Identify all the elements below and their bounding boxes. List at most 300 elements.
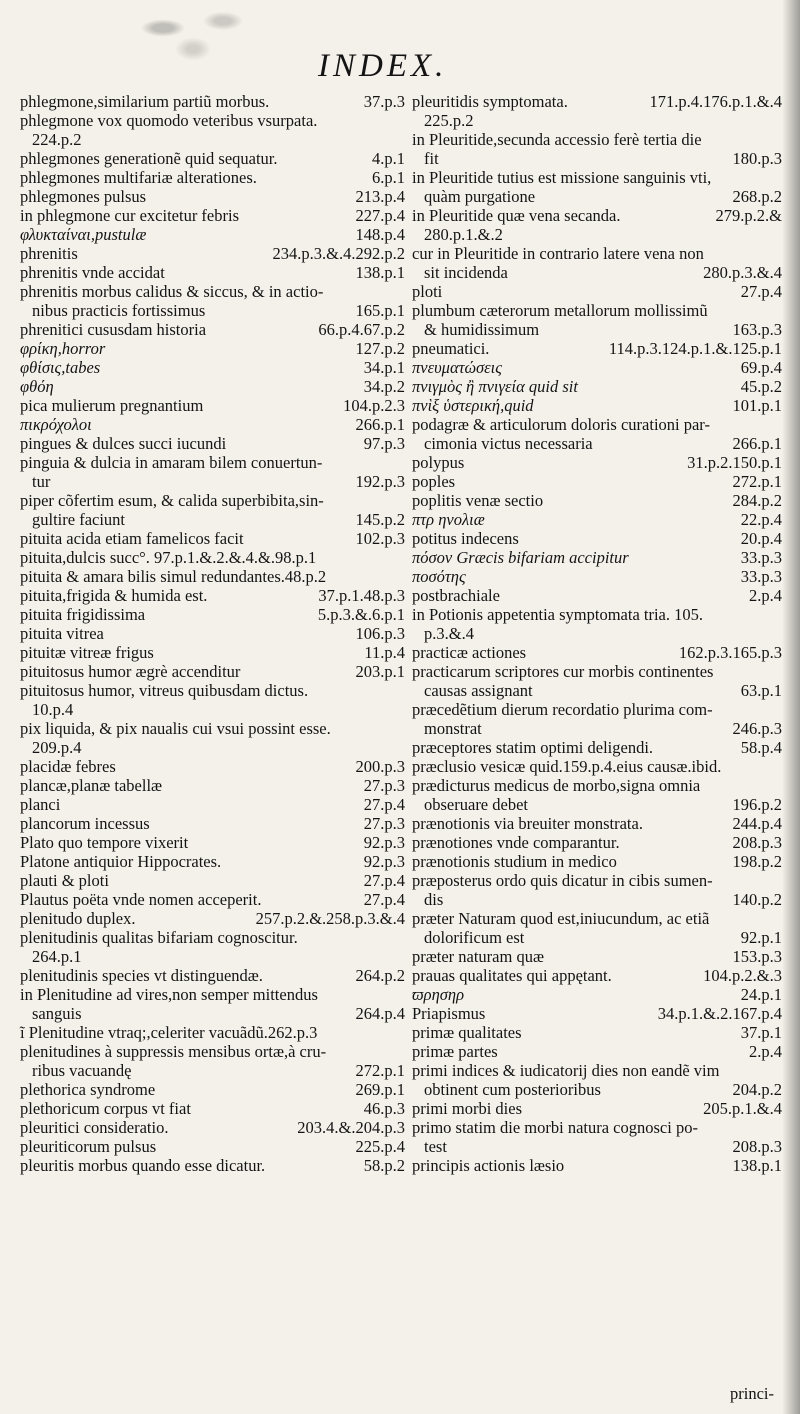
- page-reference: 102.p.3: [355, 529, 405, 548]
- page-reference: 148.p.4: [355, 225, 405, 244]
- index-entry: [412, 776, 782, 795]
- index-entry: [20, 92, 405, 111]
- page-reference: 101.p.1: [732, 396, 782, 415]
- entry-text: φθίσις,tabes: [20, 358, 101, 377]
- index-entry: [20, 301, 405, 320]
- entry-text: plancæ,planæ tabellæ: [20, 776, 163, 795]
- entry-text: phrenitis vnde accidat: [20, 263, 165, 282]
- page-reference: 37.p.1.48.p.3: [318, 586, 405, 605]
- index-entry: [412, 852, 782, 871]
- index-entry: [20, 985, 405, 1004]
- page-reference: 24.p.1: [740, 985, 782, 1004]
- entry-text: plenitudo duplex.: [20, 909, 136, 928]
- page-reference: 192.p.3: [355, 472, 405, 491]
- index-entry: [412, 187, 782, 206]
- page-reference: 246.p.3: [732, 719, 782, 738]
- index-entry: [412, 643, 782, 662]
- index-entry: [20, 700, 405, 719]
- entry-text: primi indices & iudicatorij dies non eandẽ vim: [412, 1061, 720, 1080]
- index-entry: [412, 339, 782, 358]
- index-entry: [412, 434, 782, 453]
- page-reference: 34.p.2: [363, 377, 405, 396]
- page-reference: 114.p.3.124.p.1.&.125.p.1: [608, 339, 782, 358]
- page-reference: 268.p.2: [732, 187, 782, 206]
- index-entry: [412, 377, 782, 396]
- index-entry: [20, 1023, 405, 1042]
- entry-text: plenitudines à suppressis mensibus ortæ,à cru-: [20, 1042, 327, 1061]
- entry-text: plenitudinis species vt distinguendæ.: [20, 966, 263, 985]
- page-reference: 234.p.3.&.4.292.p.2: [272, 244, 405, 263]
- page-reference: 92.p.3: [363, 852, 405, 871]
- index-entry: [20, 187, 405, 206]
- page-reference: 4.p.1: [372, 149, 405, 168]
- entry-text: pituita,frigida & humida est.: [20, 586, 208, 605]
- catchword: princi-: [730, 1384, 774, 1403]
- entry-text: phlegmones multifariæ alterationes.: [20, 168, 257, 187]
- page-reference: 33.p.3: [740, 567, 782, 586]
- page-reference: 27.p.4: [740, 282, 782, 301]
- entry-text: phlegmone,similarium partiũ morbus.: [20, 92, 270, 111]
- entry-text: 10.p.4: [32, 700, 74, 719]
- index-entry: [20, 605, 405, 624]
- entry-text: pleuritis morbus quando esse dicatur.: [20, 1156, 266, 1175]
- index-entry: [20, 320, 405, 339]
- page-reference: 138.p.1: [732, 1156, 782, 1175]
- entry-text: pinguia & dulcia in amaram bilem conuertun-: [20, 453, 323, 472]
- page-reference: 27.p.4: [363, 795, 405, 814]
- running-head: INDEX.: [318, 48, 448, 84]
- page-reference: 37.p.3: [363, 92, 405, 111]
- page-reference: 33.p.3: [740, 548, 782, 567]
- page-reference: 280.p.3.&.4: [703, 263, 782, 282]
- entry-text: 209.p.4: [32, 738, 82, 757]
- entry-text: pneumatici.: [412, 339, 490, 358]
- entry-text: polypus: [412, 453, 465, 472]
- entry-text: placidæ febres: [20, 757, 116, 776]
- page-reference: 266.p.1: [355, 415, 405, 434]
- index-entry: [20, 415, 405, 434]
- index-entry: [412, 263, 782, 282]
- index-entry: [412, 1080, 782, 1099]
- index-entry: [412, 871, 782, 890]
- page-reference: 2.p.4: [749, 1042, 782, 1061]
- page-reference: 66.p.4.67.p.2: [318, 320, 405, 339]
- entry-text: plethorica syndrome: [20, 1080, 156, 1099]
- index-entry: [412, 586, 782, 605]
- entry-text: primæ qualitates: [412, 1023, 522, 1042]
- index-entry: [20, 928, 405, 947]
- entry-text: plancorum incessus: [20, 814, 150, 833]
- entry-text: in Potionis appetentia symptomata tria. 105.: [412, 605, 703, 624]
- index-entry: [412, 719, 782, 738]
- entry-text: ribus vacuandę: [32, 1061, 132, 1080]
- page-reference: 138.p.1: [355, 263, 405, 282]
- entry-text: ποσότης: [412, 567, 466, 586]
- index-entry: [412, 415, 782, 434]
- entry-text: dis: [424, 890, 444, 909]
- index-entry: [412, 947, 782, 966]
- index-entry: [412, 1004, 782, 1023]
- entry-text: pituitosus humor ægrè accenditur: [20, 662, 241, 681]
- page-reference: 244.p.4: [732, 814, 782, 833]
- entry-text: causas assignant: [424, 681, 533, 700]
- entry-text: plethoricum corpus vt fiat: [20, 1099, 191, 1118]
- page-reference: 203.p.1: [355, 662, 405, 681]
- page-reference: 20.p.4: [740, 529, 782, 548]
- entry-text: ϖρησηρ: [412, 985, 464, 1004]
- entry-text: ĩ Plenitudine vtraq;,celeriter vacuãdũ.262.p.3: [20, 1023, 318, 1042]
- entry-text: podagræ & articulorum doloris curationi par-: [412, 415, 710, 434]
- entry-text: sanguis: [32, 1004, 82, 1023]
- index-entry: [20, 871, 405, 890]
- entry-text: præclusio vesicæ quid.159.p.4.eius causæ.ibid.: [412, 757, 722, 776]
- entry-text: phrenitis morbus calidus & siccus, & in actio-: [20, 282, 324, 301]
- index-entry: [412, 510, 782, 529]
- index-entry: [412, 757, 782, 776]
- index-entry: [412, 149, 782, 168]
- entry-text: præposterus ordo quis dicatur in cibis sumen-: [412, 871, 713, 890]
- index-entry: [20, 681, 405, 700]
- index-entry: [20, 1061, 405, 1080]
- page-reference: 171.p.4.176.p.1.&.4: [649, 92, 782, 111]
- page-reference: 97.p.3: [363, 434, 405, 453]
- index-entry: [20, 1156, 405, 1175]
- page-reference: 227.p.4: [355, 206, 405, 225]
- entry-text: gultire faciunt: [32, 510, 126, 529]
- index-entry: [20, 567, 405, 586]
- index-entry: [20, 168, 405, 187]
- index-entry: [412, 225, 782, 244]
- entry-text: 280.p.1.&.2: [424, 225, 503, 244]
- entry-text: Priapismus: [412, 1004, 486, 1023]
- entry-text: obtinent cum posterioribus: [424, 1080, 601, 1099]
- index-entry: [412, 605, 782, 624]
- entry-text: prænotionis studium in medico: [412, 852, 617, 871]
- index-entry: [412, 567, 782, 586]
- index-entry: [20, 966, 405, 985]
- index-entry: [20, 890, 405, 909]
- index-entry: [20, 244, 405, 263]
- index-entry: [20, 909, 405, 928]
- index-entry: [412, 453, 782, 472]
- entry-text: 264.p.1: [32, 947, 82, 966]
- index-entry: [412, 928, 782, 947]
- index-entry: [412, 985, 782, 1004]
- page-reference: 196.p.2: [732, 795, 782, 814]
- page-reference: 5.p.3.&.6.p.1: [317, 605, 405, 624]
- index-entry: [20, 130, 405, 149]
- page-reference: 272.p.1: [355, 1061, 405, 1080]
- page-reference: 106.p.3: [355, 624, 405, 643]
- index-entry: [412, 1023, 782, 1042]
- index-entry: [20, 738, 405, 757]
- entry-text: pituita,dulcis succ°. 97.p.1.&.2.&.4.&.98.p.1: [20, 548, 317, 567]
- index-entry: [412, 529, 782, 548]
- entry-text: pituitosus humor, vitreus quibusdam dictus.: [20, 681, 309, 700]
- index-entry: [412, 111, 782, 130]
- page-reference: 63.p.1: [740, 681, 782, 700]
- page-reference: 37.p.1: [740, 1023, 782, 1042]
- index-entry: [412, 548, 782, 567]
- page-reference: 27.p.4: [363, 890, 405, 909]
- page-reference: 69.p.4: [740, 358, 782, 377]
- index-entry: [20, 149, 405, 168]
- entry-text: in phlegmone cur excitetur febris: [20, 206, 240, 225]
- entry-text: practicæ actiones: [412, 643, 527, 662]
- index-entry: [412, 681, 782, 700]
- entry-text: plauti & ploti: [20, 871, 109, 890]
- page-reference: 225.p.4: [355, 1137, 405, 1156]
- page-reference: 205.p.1.&.4: [703, 1099, 782, 1118]
- entry-text: primi morbi dies: [412, 1099, 522, 1118]
- entry-text: πνὶξ ὑστερική,quid: [412, 396, 534, 415]
- index-entry: [412, 909, 782, 928]
- entry-text: test: [424, 1137, 447, 1156]
- entry-text: monstrat: [424, 719, 482, 738]
- entry-text: præceptores statim optimi deligendi.: [412, 738, 654, 757]
- entry-text: pleuritidis symptomata.: [412, 92, 568, 111]
- index-entry: [412, 966, 782, 985]
- page-reference: 264.p.2: [355, 966, 405, 985]
- entry-text: φθόη: [20, 377, 54, 396]
- index-entry: [20, 206, 405, 225]
- page-reference: 269.p.1: [355, 1080, 405, 1099]
- entry-text: primæ partes: [412, 1042, 498, 1061]
- page-reference: 22.p.4: [740, 510, 782, 529]
- index-entry: [20, 852, 405, 871]
- entry-text: fit: [424, 149, 439, 168]
- page-reference: 180.p.3: [732, 149, 782, 168]
- page-reference: 31.p.2.150.p.1: [687, 453, 782, 472]
- entry-text: φλυκταίναι,pustulæ: [20, 225, 147, 244]
- index-entry: [20, 548, 405, 567]
- index-entry: [20, 263, 405, 282]
- entry-text: & humidissimum: [424, 320, 540, 339]
- entry-text: pituitæ vitreæ frigus: [20, 643, 154, 662]
- entry-text: quàm purgatione: [424, 187, 536, 206]
- entry-text: practicarum scriptores cur morbis continentes: [412, 662, 714, 681]
- entry-text: 225.p.2: [424, 111, 474, 130]
- page-reference: 213.p.4: [355, 187, 405, 206]
- page-reference: 45.p.2: [740, 377, 782, 396]
- page-reference: 200.p.3: [355, 757, 405, 776]
- index-entry: [20, 1004, 405, 1023]
- entry-text: Plato quo tempore vixerit: [20, 833, 189, 852]
- index-column-right: [412, 92, 782, 1175]
- index-entry: [20, 472, 405, 491]
- entry-text: præcedẽtium dierum recordatio plurima com-: [412, 700, 713, 719]
- index-entry: [20, 643, 405, 662]
- page-reference: 140.p.2: [732, 890, 782, 909]
- index-entry: [20, 1137, 405, 1156]
- entry-text: poplitis venæ sectio: [412, 491, 544, 510]
- index-entry: [20, 111, 405, 130]
- page-reference: 145.p.2: [355, 510, 405, 529]
- index-entry: [412, 738, 782, 757]
- index-entry: [412, 814, 782, 833]
- entry-text: prænotiones vnde comparantur.: [412, 833, 620, 852]
- entry-text: poples: [412, 472, 456, 491]
- page-reference: 58.p.4: [740, 738, 782, 757]
- entry-text: tur: [32, 472, 51, 491]
- entry-text: plenitudinis qualitas bifariam cognoscitur.: [20, 928, 298, 947]
- page-reference: 163.p.3: [732, 320, 782, 339]
- decorative-ornament: [118, 0, 268, 70]
- index-entry: [20, 624, 405, 643]
- index-entry: [20, 377, 405, 396]
- index-entry: [412, 282, 782, 301]
- index-entry: [20, 662, 405, 681]
- index-entry: [412, 301, 782, 320]
- page-reference: 162.p.3.165.p.3: [678, 643, 782, 662]
- entry-text: piper cõfertim esum, & calida superbibita,sin-: [20, 491, 324, 510]
- page-reference: 92.p.1: [740, 928, 782, 947]
- index-entry: [412, 130, 782, 149]
- entry-text: phlegmone vox quomodo veteribus vsurpata.: [20, 111, 318, 130]
- entry-text: principis actionis læsio: [412, 1156, 565, 1175]
- page-reference: 127.p.2: [355, 339, 405, 358]
- entry-text: πτρ ηνολιæ: [412, 510, 485, 529]
- entry-text: in Pleuritide,secunda accessio ferè tertia die: [412, 130, 702, 149]
- index-entry: [20, 434, 405, 453]
- entry-text: planci: [20, 795, 61, 814]
- index-entry: [20, 776, 405, 795]
- entry-text: præter naturam quæ: [412, 947, 544, 966]
- page-reference: 208.p.3: [732, 1137, 782, 1156]
- index-entry: [20, 1042, 405, 1061]
- index-entry: [412, 244, 782, 263]
- entry-text: πνευματώσεις: [412, 358, 502, 377]
- index-entry: [20, 1099, 405, 1118]
- page-reference: 279.p.2.&: [715, 206, 782, 225]
- page-reference: 266.p.1: [732, 434, 782, 453]
- entry-text: potitus indecens: [412, 529, 519, 548]
- index-entry: [20, 814, 405, 833]
- page-reference: 2.p.4: [749, 586, 782, 605]
- index-entry: [20, 396, 405, 415]
- entry-text: pleuriticorum pulsus: [20, 1137, 157, 1156]
- page-reference: 104.p.2.&.3: [703, 966, 782, 985]
- page-reference: 27.p.4: [363, 871, 405, 890]
- entry-text: 224.p.2: [32, 130, 82, 149]
- page-gutter-shadow: [782, 0, 800, 1414]
- index-entry: [20, 529, 405, 548]
- entry-text: dolorificum est: [424, 928, 525, 947]
- index-entry: [412, 662, 782, 681]
- entry-text: in Plenitudine ad vires,non semper mittendus: [20, 985, 318, 1004]
- page-reference: 92.p.3: [363, 833, 405, 852]
- page-reference: 27.p.3: [363, 776, 405, 795]
- page-reference: 27.p.3: [363, 814, 405, 833]
- index-entry: [412, 1137, 782, 1156]
- index-entry: [412, 92, 782, 111]
- entry-text: Plautus poëta vnde nomen acceperit.: [20, 890, 262, 909]
- page-reference: 203.4.&.204.p.3: [297, 1118, 405, 1137]
- index-entry: [412, 206, 782, 225]
- index-entry: [412, 1042, 782, 1061]
- index-entry: [412, 624, 782, 643]
- entry-text: prauas qualitates qui appętant.: [412, 966, 612, 985]
- entry-text: postbrachiale: [412, 586, 500, 605]
- page-reference: 34.p.1: [363, 358, 405, 377]
- page-reference: 6.p.1: [372, 168, 405, 187]
- entry-text: in Pleuritide tutius est missione sanguinis vti,: [412, 168, 712, 187]
- entry-text: plumbum cæterorum metallorum mollissimũ: [412, 301, 708, 320]
- page-reference: 272.p.1: [732, 472, 782, 491]
- entry-text: primo statim die morbi natura cognosci po-: [412, 1118, 698, 1137]
- index-entry: [20, 719, 405, 738]
- index-entry: [20, 586, 405, 605]
- entry-text: pituita & amara bilis simul redundantes.48.p.2: [20, 567, 327, 586]
- page-reference: 34.p.1.&.2.167.p.4: [657, 1004, 782, 1023]
- index-entry: [412, 890, 782, 909]
- entry-text: in Pleuritide quæ vena secanda.: [412, 206, 621, 225]
- entry-text: φρίκη,horror: [20, 339, 106, 358]
- index-entry: [412, 396, 782, 415]
- index-entry: [412, 795, 782, 814]
- entry-text: ploti: [412, 282, 443, 301]
- index-entry: [20, 339, 405, 358]
- index-entry: [412, 491, 782, 510]
- page-reference: 165.p.1: [355, 301, 405, 320]
- entry-text: pituita acida etiam famelicos facit: [20, 529, 244, 548]
- entry-text: p.3.&.4: [424, 624, 474, 643]
- entry-text: phlegmones generationẽ quid sequatur.: [20, 149, 278, 168]
- index-entry: [412, 1061, 782, 1080]
- page-reference: 264.p.4: [355, 1004, 405, 1023]
- entry-text: pleuritici consideratio.: [20, 1118, 169, 1137]
- index-entry: [412, 168, 782, 187]
- entry-text: phrenitis: [20, 244, 78, 263]
- entry-text: sit incidenda: [424, 263, 508, 282]
- index-entry: [20, 491, 405, 510]
- entry-text: cimonia victus necessaria: [424, 434, 593, 453]
- page-reference: 153.p.3: [732, 947, 782, 966]
- entry-text: phlegmones pulsus: [20, 187, 147, 206]
- index-entry: [20, 833, 405, 852]
- page-reference: 46.p.3: [363, 1099, 405, 1118]
- index-entry: [20, 358, 405, 377]
- page-reference: 11.p.4: [364, 643, 405, 662]
- entry-text: pix liquida, & pix naualis cui vsui possint esse.: [20, 719, 331, 738]
- index-entry: [20, 282, 405, 301]
- entry-text: prænotionis via breuiter monstrata.: [412, 814, 643, 833]
- index-entry: [20, 510, 405, 529]
- index-entry: [412, 1156, 782, 1175]
- entry-text: πνιγμὸς ἢ πνιγεία quid sit: [412, 377, 578, 396]
- page-reference: 257.p.2.&.258.p.3.&.4: [255, 909, 405, 928]
- page-reference: 58.p.2: [363, 1156, 405, 1175]
- index-entry: [20, 225, 405, 244]
- entry-text: pituita frigidissima: [20, 605, 146, 624]
- index-entry: [20, 1080, 405, 1099]
- entry-text: prædicturus medicus de morbo,signa omnia: [412, 776, 701, 795]
- page-reference: 284.p.2: [732, 491, 782, 510]
- index-entry: [412, 320, 782, 339]
- entry-text: pituita vitrea: [20, 624, 104, 643]
- entry-text: phrenitici cususdam historia: [20, 320, 207, 339]
- index-entry: [412, 700, 782, 719]
- page-reference: 104.p.2.3: [343, 396, 405, 415]
- index-entry: [412, 833, 782, 852]
- index-entry: [20, 947, 405, 966]
- page-reference: 198.p.2: [732, 852, 782, 871]
- entry-text: præter Naturam quod est,iniucundum, ac etiã: [412, 909, 710, 928]
- index-entry: [20, 795, 405, 814]
- page-reference: 208.p.3: [732, 833, 782, 852]
- entry-text: nibus practicis fortissimus: [32, 301, 206, 320]
- entry-text: Platone antiquior Hippocrates.: [20, 852, 222, 871]
